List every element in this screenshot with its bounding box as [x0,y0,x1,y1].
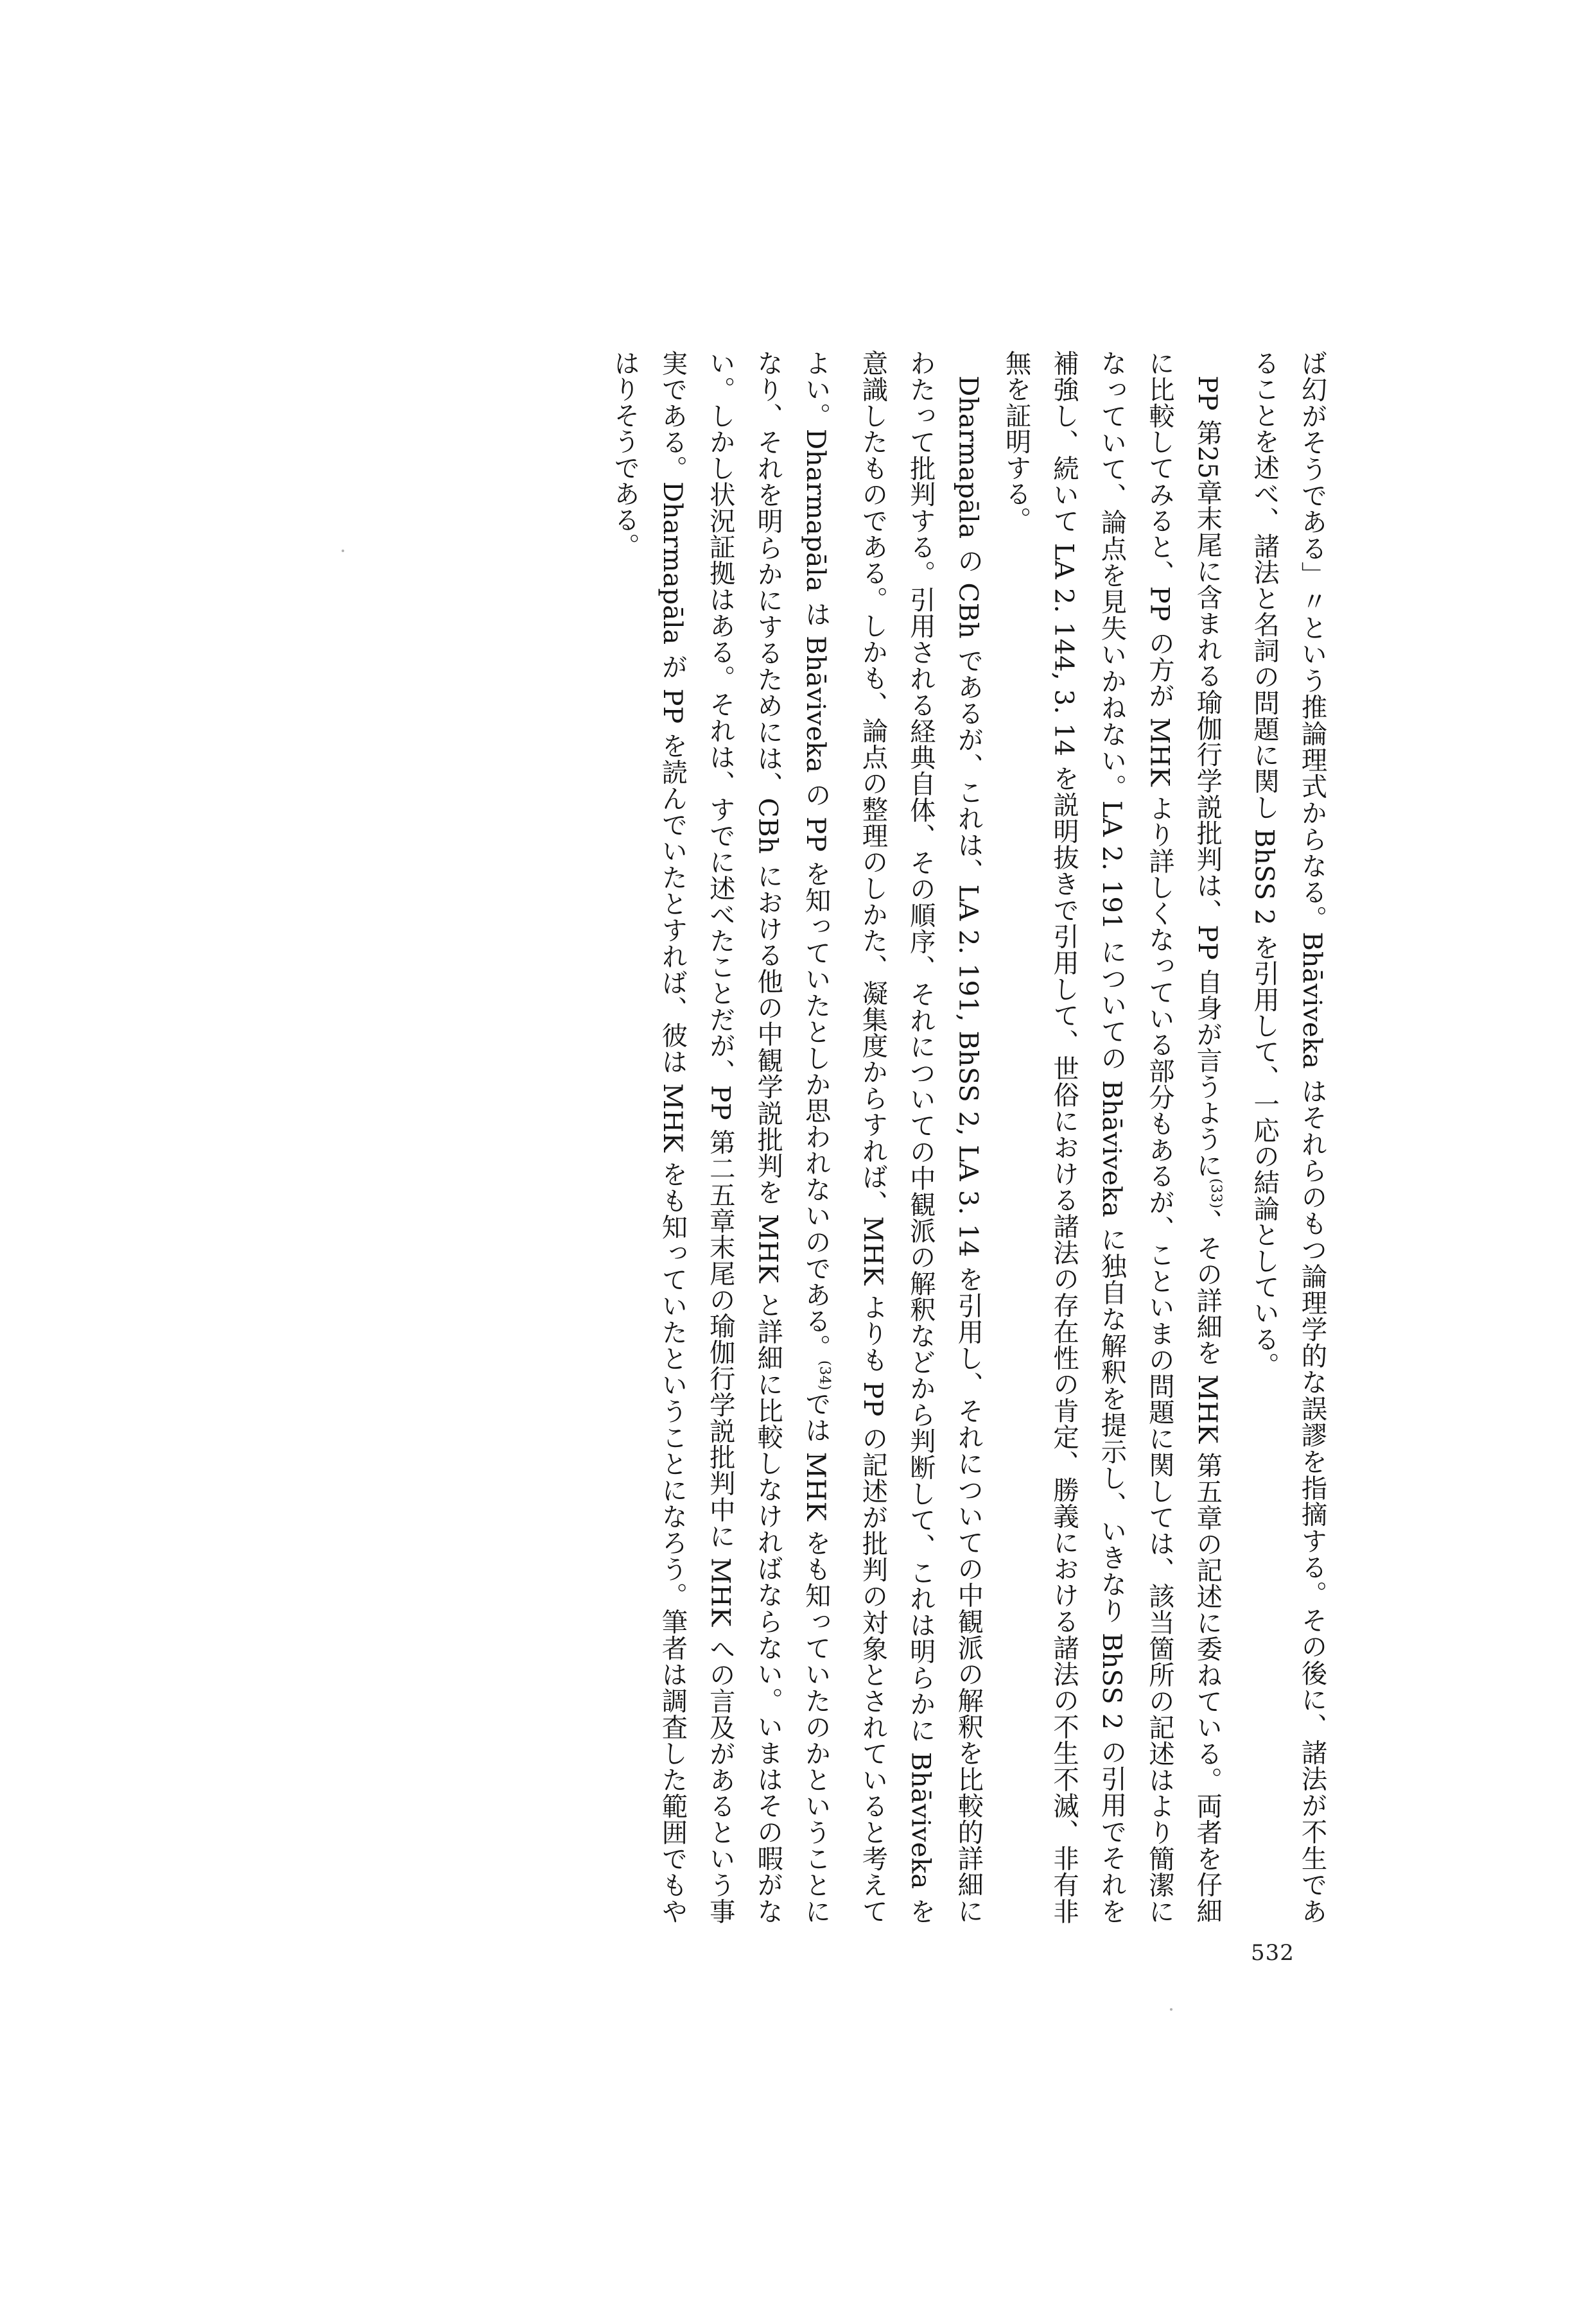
paragraph-continuation [1240,350,1336,1924]
body-text-block [475,350,1336,1924]
paragraph-text-before-note: Dharmapāla の CBh であるが、これは、LA 2. 191, BhSS 2, LA 3. 14 を引用し、それについての中観派の解釈を比較的詳細にわたって批判する。引用される経典自体、その順序、それについての中観派の解釈などから判断して、これは明らかに Bhāviveka を意識したものである。しかも、論点の整理のしかた、凝集度からすれば、MHK よりも PP の記述が批判の対象とされていると考えてよい。Dharmapāla は Bhāviveka の PP を知っていたとしか思われないのである。 [801,350,984,1924]
footnote-marker-34: (34) [816,1360,833,1391]
paragraph-pp-chapter-25 [992,350,1240,1924]
scan-speck [1170,2008,1172,2011]
paragraph-text-after-note: では MHK をも知っていたのかということになり、それを明らかにするためには、CBh における他の中観学説批判を MHK と詳細に比較しなければならない。いまはその暇がない。しかし状況証拠はある。それは、すでに述べたことだが、PP 第二五章末尾の瑜伽行学説批判中に MHK への言及があるという事実である。Dharmapāla が PP を読んでいたとすれば、彼は MHK をも知っていたということになろう。筆者は調査した範囲でもやはりそうである。 [609,350,832,1924]
scan-speck [342,550,344,552]
paragraph-dharmapala-cbh [600,350,992,1924]
page-number: 532 [1251,1940,1294,1966]
paragraph-text-after-note: 、その詳細を MHK 第五章の記述に委ねている。両者を仔細に比較してみると、PP の方が MHK より詳しくなっている部分もあるが、こといまの問題に関しては、該当箇所の記述はより簡潔になっていて、論点を見失いかねない。LA 2. 191 についての Bhāviveka に独自な解釈を提示し、いきなり BhSS 2 の引用でそれを補強し、続いて LA 2. 144, 3. 14 を説明抜きで引用して、世俗における諸法の存在性の肯定、勝義における諸法の不生不滅、非有非無を証明する。 [1001,350,1223,1924]
footnote-marker-33: (33) [1208,1178,1225,1209]
paragraph-text: ば幻がそうである」〃という推論理式からなる。Bhāviveka はそれらのもつ論理学的な誤謬を指摘する。その後に、諸法が不生であることを述べ、諸法と名詞の問題に関し BhSS 2 を引用して、一応の結論としている。 [1249,350,1327,1924]
paragraph-text-before-note: PP 第25章末尾に含まれる瑜伽行学説批判は、PP 自身が言うように [1192,376,1223,1179]
